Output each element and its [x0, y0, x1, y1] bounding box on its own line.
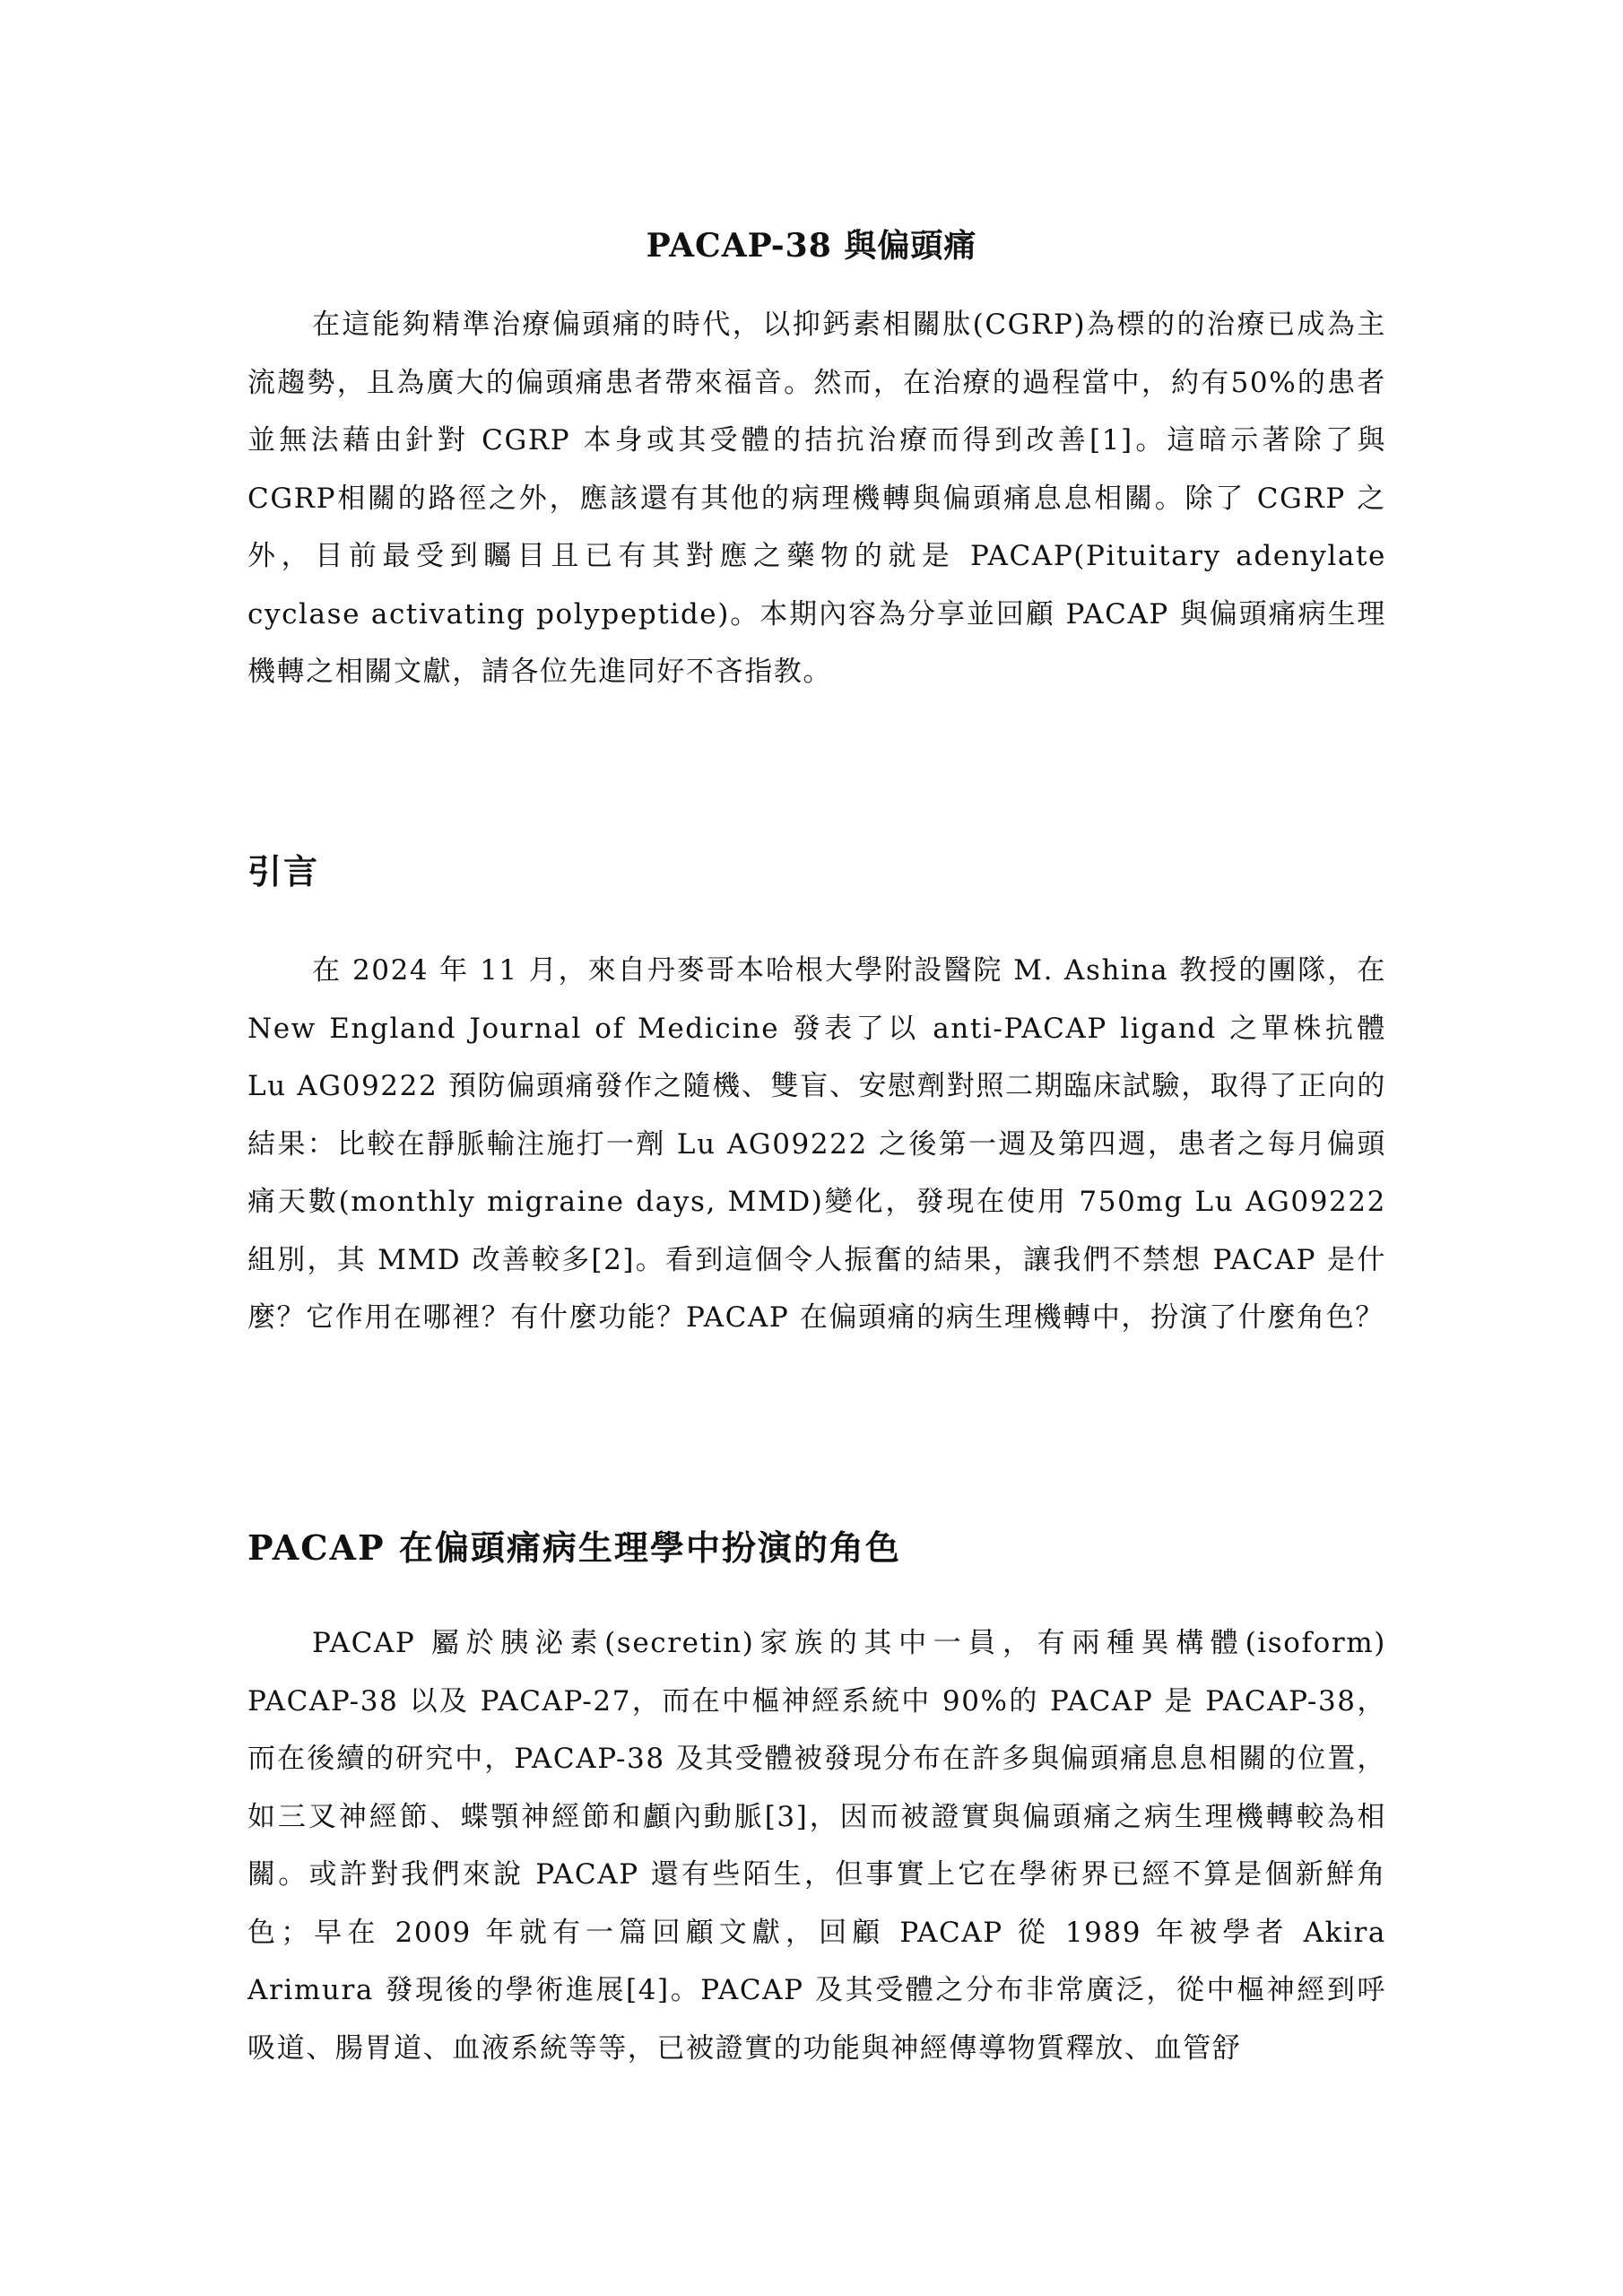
pacap-role-paragraph: PACAP 屬於胰泌素(secretin)家族的其中一員，有兩種異構體(isoform) PACAP-38 以及 PACAP-27，而在中樞神經系統中 90%的 PACAP 是 PACAP-38，而在後續的研究中，PACAP-38 及其受體被發現分布在許多與偏頭痛息息相關的位置，如三叉神經節、蝶顎神經節和顱內動脈[3]，因而被證實與偏頭痛之病生理機轉較為相關。或許對我們來說 PACAP 還有些陌生，但事實上它在學術界已經不算是個新鮮角色；早在 2009 年就有一篇回顧文獻，回顧 PACAP 從 1989 年被學者 Akira Arimura 發現後的學術進展[4]。PACAP 及其受體之分布非常廣泛，從中樞神經到呼吸道、腸胃道、血液系統等等，已被證實的功能與神經傳導物質釋放、血管舒 — [247, 1627, 1386, 2065]
introduction-paragraph: 在 2024 年 11 月，來自丹麥哥本哈根大學附設醫院 M. Ashina 教授的團隊，在 New England Journal of Medicine 發表了以 anti-PACAP ligand 之單株抗體 Lu AG09222 預防偏頭痛發作之隨機、雙盲、安慰劑對照二期臨床試驗，取得了正向的結果：比較在靜脈輸注施打一劑 Lu AG09222 之後第一週及第四週，患者之每月偏頭痛天數(monthly migraine days, MMD)變化，發現在使用 750mg Lu AG09222 組別，其 MMD 改善較多[2]。看到這個令人振奮的結果，讓我們不禁想 PACAP 是什麼？它作用在哪裡？有什麼功能？PACAP 在偏頭痛的病生理機轉中，扮演了什麼角色？ — [247, 954, 1386, 1334]
intro-paragraph: 在這能夠精準治療偏頭痛的時代，以抑鈣素相關肽(CGRP)為標的的治療已成為主流趨勢，且為廣大的偏頭痛患者帶來福音。然而，在治療的過程當中，約有50%的患者並無法藉由針對 CGRP 本身或其受體的拮抗治療而得到改善[1]。這暗示著除了與CGRP相關的路徑之外，應該還有其他的病理機轉與偏頭痛息息相關。除了 CGRP 之外，目前最受到矚目且已有其對應之藥物的就是 PACAP(Pituitary adenylate cyclase activating polypeptide)。本期內容為分享並回顧 PACAP 與偏頭痛病生理機轉之相關文獻，請各位先進同好不吝指教。 — [247, 309, 1386, 688]
section-heading-introduction: 引言 — [247, 851, 320, 891]
section-heading-pacap-role: PACAP 在偏頭痛病生理學中扮演的角色 — [247, 1527, 901, 1568]
document-title: PACAP-38 與偏頭痛 — [646, 227, 977, 265]
